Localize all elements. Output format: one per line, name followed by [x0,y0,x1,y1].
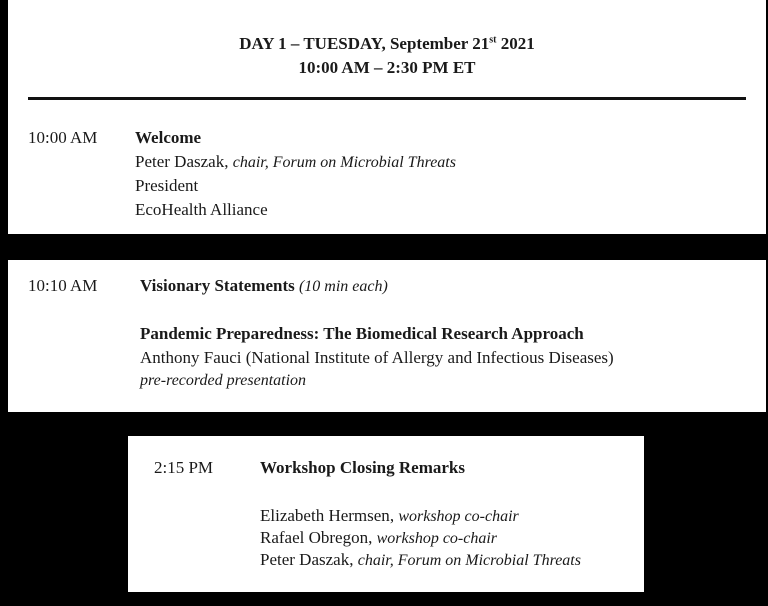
visionary-panel [8,260,766,412]
closing-speaker: Rafael Obregon, workshop co-chair [260,528,498,547]
visionary-title: Visionary Statements [140,276,295,295]
day-heading-text: DAY 1 – TUESDAY, September 21 [239,34,490,53]
visionary-heading [140,276,388,296]
closing-speaker-role: chair, Forum on Microbial Threats [357,552,581,569]
closing-speaker-role: workshop co-chair [376,530,498,547]
closing-time: 2:15 PM [154,458,214,477]
talk-title: Pandemic Preparedness: The Biomedical Research Approach [140,324,584,343]
welcome-speaker-name: Peter Daszak [135,152,225,171]
closing-speaker: Peter Daszak, chair, Forum on Microbial Threats [260,550,581,569]
welcome-speaker-role: chair, Forum on Microbial Threats [232,154,456,171]
closing-speaker-name: Elizabeth Hermsen [260,506,390,525]
closing-speaker-name: Peter Daszak [260,550,350,569]
welcome-time: 10:00 AM [28,128,98,147]
talk-speaker: Anthony Fauci (National Institute of Allergy and Infectious Diseases) [140,348,614,367]
day-heading-ordinal: st [489,34,497,46]
talk-note: pre-recorded presentation [140,372,307,389]
welcome-speaker: Peter Daszak, chair, Forum on Microbial Threats [135,152,456,171]
day-heading [8,34,766,54]
time-range: 10:00 AM – 2:30 PM ET [298,58,476,77]
welcome-position: President [135,176,199,195]
closing-speaker-name: Rafael Obregon [260,528,369,547]
closing-title: Workshop Closing Remarks [260,458,465,477]
visionary-note: (10 min each) [298,278,388,295]
closing-speaker-role: workshop co-chair [398,508,519,525]
divider [28,97,746,100]
closing-panel [128,436,644,592]
welcome-title: Welcome [135,128,202,147]
closing-speaker: Elizabeth Hermsen, workshop co-chair [260,506,519,525]
welcome-organization: EcoHealth Alliance [135,200,268,219]
visionary-time: 10:10 AM [28,276,98,295]
day-heading-year: 2021 [496,34,535,53]
day1-panel [8,0,766,234]
